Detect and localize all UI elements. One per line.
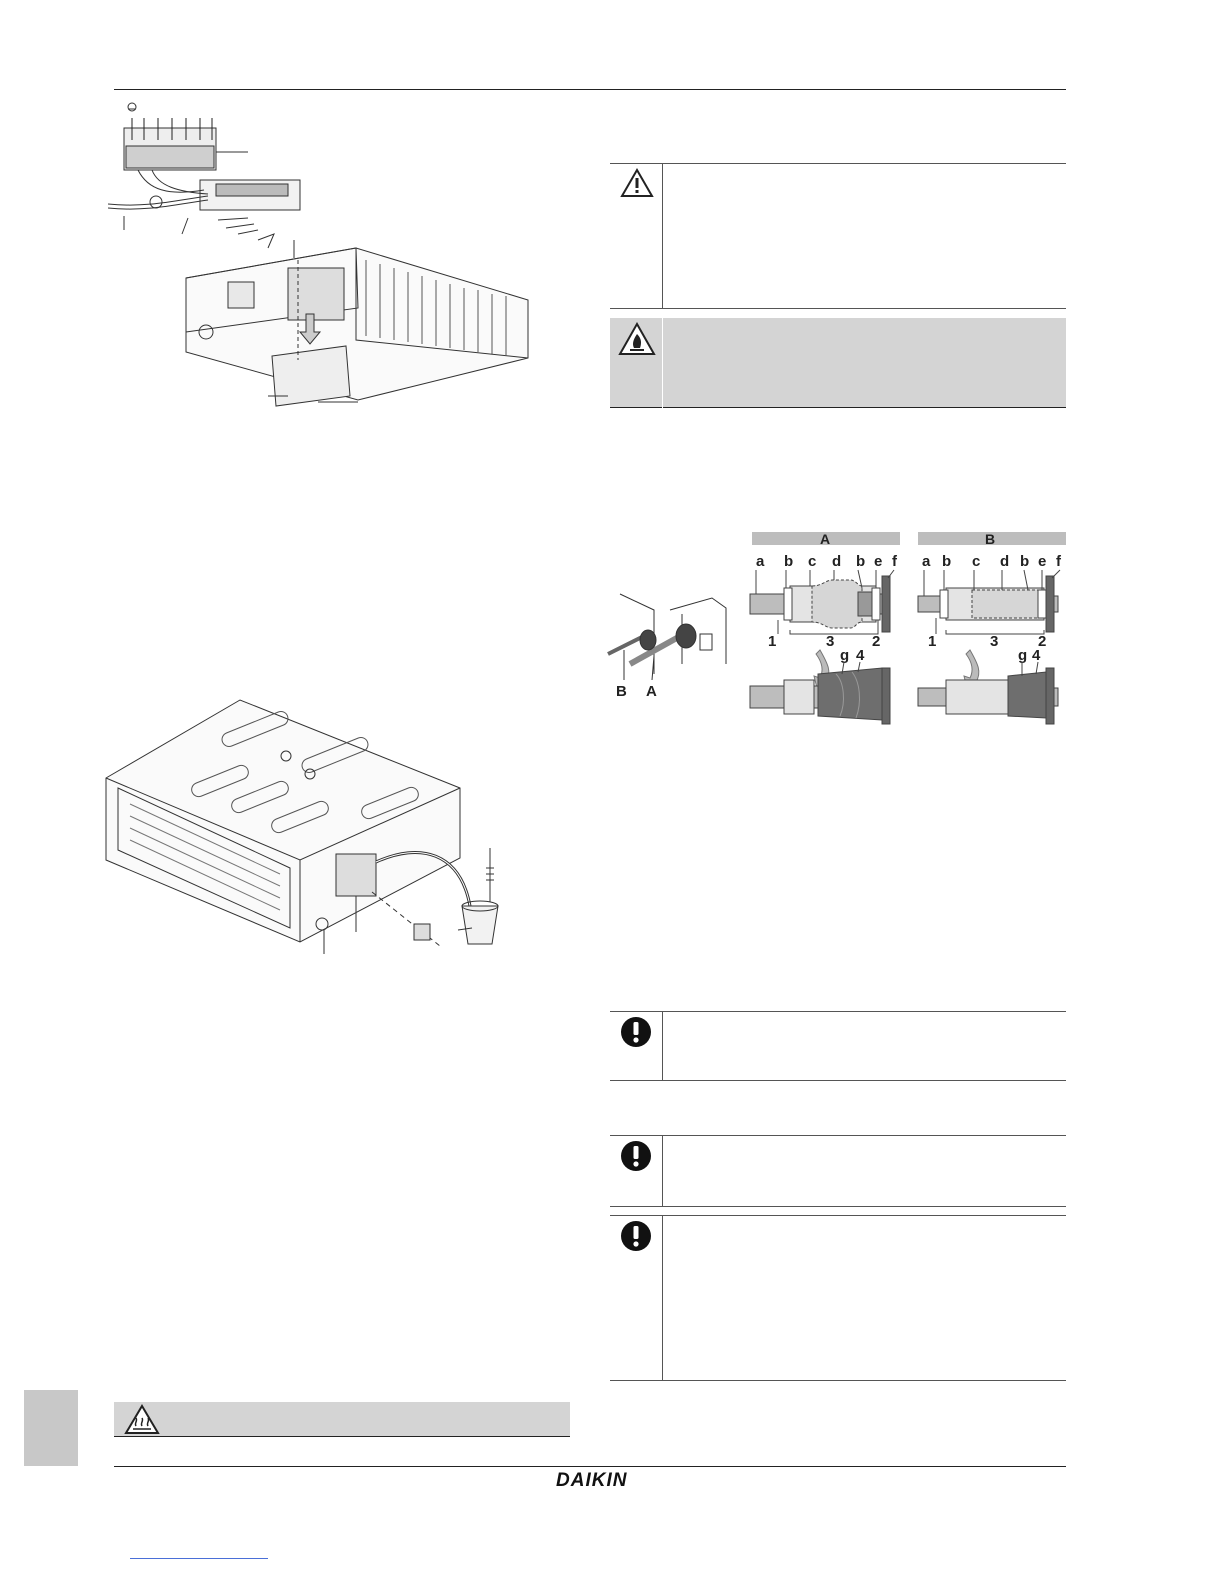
pipe-insulation-figure <box>600 524 1070 730</box>
panel-b-num-1: 1 <box>928 633 937 650</box>
panel-a-num-2: 2 <box>872 633 881 650</box>
panel-a-letter-a: a <box>756 553 765 570</box>
panel-b-letter-f: f <box>1056 553 1061 570</box>
notice3-divider <box>662 1215 663 1380</box>
panel-a-label-g: g <box>840 647 850 664</box>
pipe-label-a: A <box>646 683 657 700</box>
flammable-warning-band <box>610 318 1066 408</box>
hot-surface-band <box>114 1402 570 1436</box>
panel-a-letter-c: c <box>808 553 817 570</box>
wiring-unit-figure <box>108 100 538 412</box>
panel-b-label-4: 4 <box>1032 647 1041 664</box>
panel-b-letter-c: c <box>972 553 981 570</box>
pipe-label-b: B <box>616 683 627 700</box>
panel-b-num-2: 2 <box>1038 633 1047 650</box>
panel-b-letter-b1: b <box>942 553 952 570</box>
warning-triangle-icon <box>620 168 654 198</box>
daikin-logo: DAIKIN <box>556 1470 628 1491</box>
notice3-top-rule <box>610 1215 1066 1216</box>
exclamation-circle-icon <box>620 1016 652 1048</box>
footer-link-underline[interactable] <box>130 1558 268 1559</box>
exclamation-circle-icon <box>620 1140 652 1172</box>
flammable-bottom-rule <box>610 407 1066 408</box>
warning-divider <box>662 163 663 309</box>
notice1-top-rule <box>610 1011 1066 1012</box>
panel-b-letter-a: a <box>922 553 931 570</box>
panel-a-label: A <box>820 531 831 547</box>
hot-surface-bottom-rule <box>114 1436 570 1437</box>
panel-a-letter-b2: b <box>856 553 866 570</box>
chapter-tab <box>24 1390 78 1466</box>
warning-top-rule <box>610 163 1066 164</box>
exclamation-circle-icon <box>620 1220 652 1252</box>
panel-a-label-4: 4 <box>856 647 865 664</box>
warning-bottom-rule <box>610 308 1066 309</box>
panel-a-letter-d: d <box>832 553 842 570</box>
panel-b-letter-e: e <box>1038 553 1047 570</box>
notice2-bottom-rule <box>610 1206 1066 1207</box>
panel-a-num-1: 1 <box>768 633 777 650</box>
panel-b-label-g: g <box>1018 647 1028 664</box>
panel-a-letter-e: e <box>874 553 883 570</box>
notice1-bottom-rule <box>610 1080 1066 1081</box>
footer-rule <box>114 1466 1066 1467</box>
notice3-bottom-rule <box>610 1380 1066 1381</box>
hot-surface-icon <box>124 1404 160 1435</box>
notice1-divider <box>662 1011 663 1081</box>
panel-b-label: B <box>985 531 996 547</box>
panel-a-letter-b1: b <box>784 553 794 570</box>
drain-test-figure <box>100 692 510 962</box>
panel-a-letter-f: f <box>892 553 897 570</box>
header-rule <box>114 89 1066 90</box>
notice2-divider <box>662 1135 663 1207</box>
flammable-icon <box>618 322 656 356</box>
panel-b-letter-b2: b <box>1020 553 1030 570</box>
panel-b-letter-d: d <box>1000 553 1010 570</box>
notice2-top-rule <box>610 1135 1066 1136</box>
flammable-divider <box>662 318 663 408</box>
panel-a-num-3: 3 <box>826 633 835 650</box>
panel-b-num-3: 3 <box>990 633 999 650</box>
